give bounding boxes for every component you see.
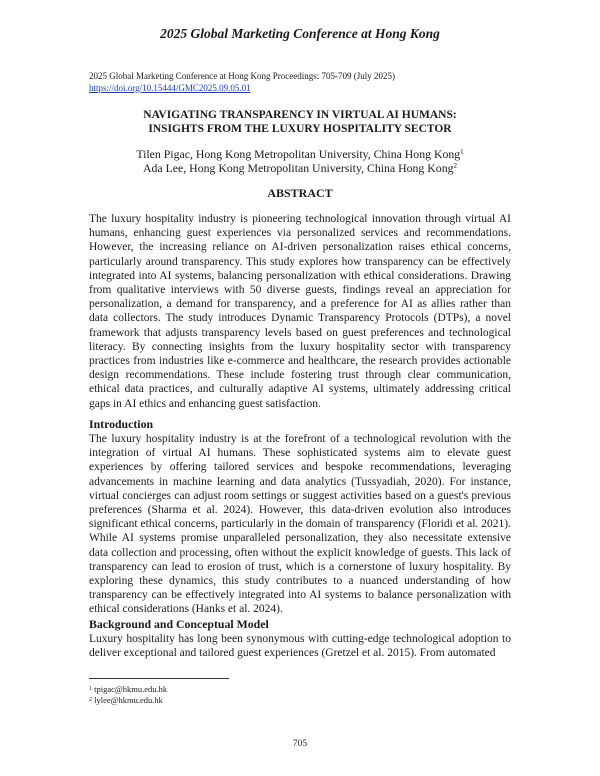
footnote-1 — [89, 684, 167, 695]
footnote-2-email[interactable]: lylee@hkmu.edu.hk — [94, 695, 163, 705]
abstract-heading: ABSTRACT — [267, 186, 333, 200]
footnote-divider — [89, 678, 229, 679]
abstract-text: The luxury hospitality industry is pioneering technological innovation through virtual AI humans, enhancing guest experiences via personalized services and recommendations. However, the increasing reliance on AI-driven personalization raises ethical concerns, particularly around transparency. This study explores how transparency can be effectively integrated into AI systems, balancing personalization with ethical considerations. Drawing from qualitative interviews with 50 diverse guests, findings reveal an appreciation for personalization, a demand for transparency, and a preference for AI as allies rather than data collectors. The study introduces Dynamic Transparency Protocols (DTPs), a novel framework that adjusts transparency levels based on guest preferences and technological literacy. By connecting insights from the luxury hospitality sector with transparency practices from industries like e-commerce and healthcare, the research provides actionable design recommendations. These include fostering trust through clear communication, ethical data practices, and culturally adaptive AI systems, ultimately addressing critical gaps in AI ethics and enhancing guest satisfaction. — [89, 213, 511, 410]
author-2 — [60, 161, 540, 175]
paper-title — [60, 108, 540, 136]
proceedings-line: 2025 Global Marketing Conference at Hong Kong Proceedings: 705-709 (July 2025) — [89, 71, 395, 81]
introduction-heading: Introduction — [89, 417, 154, 431]
doi-link[interactable]: https://doi.org/10.15444/GMC2025.09.05.01 — [89, 82, 251, 93]
background-heading: Background and Conceptual Model — [89, 617, 269, 631]
introduction-text: The luxury hospitality industry is at the forefront of a technological revolution with the integration of virtual AI humans. These sophisticated systems aim to elevate guest experiences by offering tailored services and bespoke recommendations, leveraging advancements in machine learning and data analytics (Tussyadiah, 2020). For instance, virtual concierges can adjust room settings or suggest activities based on a guest's previous preferences (Sharma et al. 2024). However, this data-driven evolution also introduces significant ethical concerns, particularly in the domain of transparency (Floridi et al. 2021). While AI systems promise unparalleled personalization, they also necessitate extensive data collection and processing, often without the explicit knowledge of guests. This lack of transparency can lead to erosion of trust, which is a cornerstone of luxury hospitality. By exploring these dynamics, this study contributes to a nuanced understanding of how transparency can be effectively integrated into AI systems to balance personalization with ethical considerations (Hanks et al. 2024). — [89, 433, 511, 616]
footnote-1-email[interactable]: tpigac@hkmu.edu.hk — [94, 684, 168, 694]
title-line-1: NAVIGATING TRANSPARENCY IN VIRTUAL AI HUMANS: — [143, 109, 457, 121]
footnotes — [89, 684, 167, 706]
background-text: Luxury hospitality has long been synonymous with cutting-edge technological adoption to deliver exceptional and tailored guest experiences (Gretzel et al. 2015). From automated — [89, 633, 511, 660]
footnote-2-mark: 2 — [89, 697, 92, 703]
conference-header: 2025 Global Marketing Conference at Hong Kong — [160, 26, 440, 41]
page-number: 705 — [292, 739, 308, 749]
title-line-2: INSIGHTS FROM THE LUXURY HOSPITALITY SECTOR — [148, 123, 452, 135]
author-1 — [60, 147, 540, 161]
author-2-mark: 2 — [453, 162, 457, 170]
author-1-name: Tilen Pigac, Hong Kong Metropolitan University, China Hong Kong — [136, 147, 461, 161]
author-list — [60, 147, 540, 175]
footnote-2 — [89, 695, 167, 706]
footnote-1-mark: 1 — [89, 686, 92, 692]
author-2-name: Ada Lee, Hong Kong Metropolitan University, China Hong Kong — [143, 161, 454, 175]
author-1-mark: 1 — [460, 148, 464, 156]
proceedings-info — [89, 71, 395, 94]
